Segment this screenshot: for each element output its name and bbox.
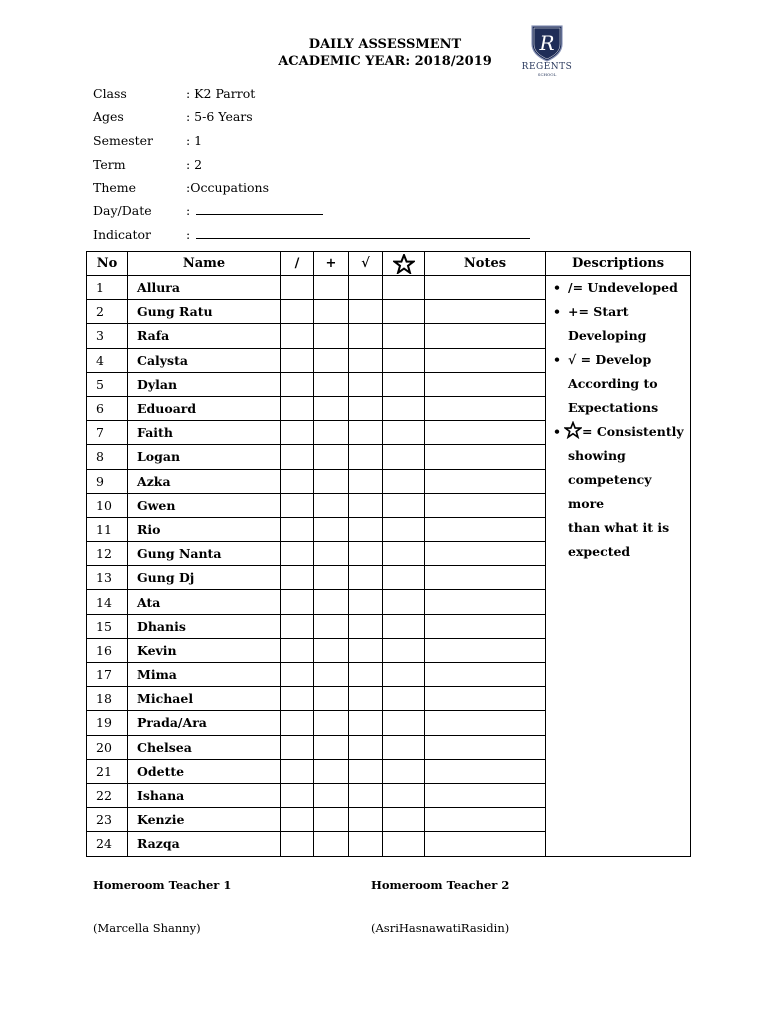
- consistent-cell[interactable]: [383, 687, 425, 711]
- student-name: Gwen: [128, 493, 281, 517]
- start-developing-cell[interactable]: [314, 469, 349, 493]
- develop-cell[interactable]: [349, 759, 383, 783]
- consistent-cell[interactable]: [383, 808, 425, 832]
- start-developing-cell[interactable]: [314, 687, 349, 711]
- develop-cell[interactable]: [349, 445, 383, 469]
- develop-cell[interactable]: [349, 421, 383, 445]
- description-line: √ = Develop: [568, 352, 652, 367]
- student-name: Razqa: [128, 832, 281, 856]
- consistent-cell[interactable]: [383, 493, 425, 517]
- student-name: Ata: [128, 590, 281, 614]
- develop-cell[interactable]: [349, 808, 383, 832]
- undeveloped-cell[interactable]: [281, 783, 314, 807]
- row-number: 7: [87, 421, 128, 445]
- student-name: Dhanis: [128, 614, 281, 638]
- student-name: Dylan: [128, 372, 281, 396]
- school-logo: [518, 24, 576, 84]
- shield-icon: [530, 24, 564, 62]
- start-developing-cell[interactable]: [314, 711, 349, 735]
- start-developing-cell[interactable]: [314, 421, 349, 445]
- descriptions-list: [546, 276, 690, 564]
- start-developing-cell[interactable]: [314, 614, 349, 638]
- teacher1-name: (Marcella Shanny): [93, 921, 201, 935]
- undeveloped-cell[interactable]: [281, 396, 314, 420]
- consistent-cell[interactable]: [383, 348, 425, 372]
- start-developing-cell[interactable]: [314, 276, 349, 300]
- develop-cell[interactable]: [349, 735, 383, 759]
- student-name: Kevin: [128, 638, 281, 662]
- bullet-icon: •: [553, 352, 561, 367]
- teacher1-label: Homeroom Teacher 1: [93, 878, 232, 892]
- student-name: Chelsea: [128, 735, 281, 759]
- row-number: 5: [87, 372, 128, 396]
- consistent-cell[interactable]: [383, 663, 425, 687]
- consistent-cell[interactable]: [383, 832, 425, 856]
- indicator-blank-line[interactable]: [196, 226, 530, 239]
- undeveloped-cell[interactable]: [281, 276, 314, 300]
- description-line: += Start: [568, 304, 629, 319]
- student-name: Gung Ratu: [128, 300, 281, 324]
- undeveloped-cell[interactable]: [281, 469, 314, 493]
- undeveloped-cell[interactable]: [281, 493, 314, 517]
- description-line: expected: [568, 544, 631, 559]
- description-line: Developing: [568, 328, 647, 343]
- start-developing-cell[interactable]: [314, 590, 349, 614]
- description-item: [553, 300, 690, 348]
- develop-cell[interactable]: [349, 590, 383, 614]
- bullet-icon: •: [553, 280, 561, 295]
- consistent-cell[interactable]: [383, 711, 425, 735]
- col-start-developing-header: +: [314, 252, 349, 276]
- notes-cell[interactable]: [425, 469, 546, 493]
- undeveloped-cell[interactable]: [281, 687, 314, 711]
- bullet-icon: •: [553, 424, 561, 439]
- start-developing-cell[interactable]: [314, 300, 349, 324]
- develop-cell[interactable]: [349, 687, 383, 711]
- develop-cell[interactable]: [349, 348, 383, 372]
- consistent-cell[interactable]: [383, 324, 425, 348]
- notes-cell[interactable]: [425, 348, 546, 372]
- start-developing-cell[interactable]: [314, 324, 349, 348]
- date-blank-line[interactable]: [196, 202, 323, 215]
- consistent-cell[interactable]: [383, 445, 425, 469]
- consistent-cell[interactable]: [383, 542, 425, 566]
- document-title: [230, 36, 540, 70]
- col-undeveloped-header: /: [281, 252, 314, 276]
- notes-cell[interactable]: [425, 808, 546, 832]
- info-label: Day/Date: [93, 203, 152, 218]
- table-header-row: [87, 252, 691, 276]
- develop-cell[interactable]: [349, 517, 383, 541]
- student-name: Gung Dj: [128, 566, 281, 590]
- info-value: : 1: [186, 133, 203, 148]
- undeveloped-cell[interactable]: [281, 590, 314, 614]
- notes-cell[interactable]: [425, 759, 546, 783]
- undeveloped-cell[interactable]: [281, 421, 314, 445]
- description-item: [553, 276, 690, 300]
- row-number: 20: [87, 735, 128, 759]
- start-developing-cell[interactable]: [314, 759, 349, 783]
- consistent-cell[interactable]: [383, 783, 425, 807]
- col-descriptions-header: Descriptions: [546, 252, 691, 276]
- notes-cell[interactable]: [425, 445, 546, 469]
- undeveloped-cell[interactable]: [281, 735, 314, 759]
- row-number: 24: [87, 832, 128, 856]
- description-item: [553, 348, 690, 420]
- notes-cell[interactable]: [425, 832, 546, 856]
- row-number: 17: [87, 663, 128, 687]
- start-developing-cell[interactable]: [314, 348, 349, 372]
- consistent-cell[interactable]: [383, 469, 425, 493]
- student-name: Prada/Ara: [128, 711, 281, 735]
- row-number: 11: [87, 517, 128, 541]
- info-label: Indicator: [93, 227, 151, 242]
- student-name: Allura: [128, 276, 281, 300]
- consistent-cell[interactable]: [383, 614, 425, 638]
- develop-cell[interactable]: [349, 300, 383, 324]
- student-name: Ishana: [128, 783, 281, 807]
- row-number: 2: [87, 300, 128, 324]
- student-name: Rafa: [128, 324, 281, 348]
- notes-cell[interactable]: [425, 663, 546, 687]
- develop-cell[interactable]: [349, 638, 383, 662]
- row-number: 15: [87, 614, 128, 638]
- info-value: : 5-6 Years: [186, 109, 253, 124]
- info-label: Term: [93, 157, 126, 172]
- start-developing-cell[interactable]: [314, 566, 349, 590]
- develop-cell[interactable]: [349, 663, 383, 687]
- undeveloped-cell[interactable]: [281, 324, 314, 348]
- info-value: :: [186, 225, 530, 245]
- row-number: 12: [87, 542, 128, 566]
- undeveloped-cell[interactable]: [281, 808, 314, 832]
- notes-cell[interactable]: [425, 783, 546, 807]
- row-number: 1: [87, 276, 128, 300]
- student-name: Gung Nanta: [128, 542, 281, 566]
- description-item: [553, 420, 690, 564]
- undeveloped-cell[interactable]: [281, 832, 314, 856]
- undeveloped-cell[interactable]: [281, 614, 314, 638]
- consistent-cell[interactable]: [383, 517, 425, 541]
- start-developing-cell[interactable]: [314, 396, 349, 420]
- student-name: Calysta: [128, 348, 281, 372]
- notes-cell[interactable]: [425, 735, 546, 759]
- consistent-cell[interactable]: [383, 566, 425, 590]
- notes-cell[interactable]: [425, 372, 546, 396]
- develop-cell[interactable]: [349, 566, 383, 590]
- row-number: 14: [87, 590, 128, 614]
- row-number: 19: [87, 711, 128, 735]
- title-line-2: ACADEMIC YEAR: 2018/2019: [278, 54, 492, 69]
- student-name: Logan: [128, 445, 281, 469]
- develop-cell[interactable]: [349, 711, 383, 735]
- info-value: :Occupations: [186, 180, 269, 195]
- student-name: Michael: [128, 687, 281, 711]
- develop-cell[interactable]: [349, 614, 383, 638]
- develop-cell[interactable]: [349, 832, 383, 856]
- row-number: 23: [87, 808, 128, 832]
- star-icon: [393, 254, 415, 274]
- info-value: : K2 Parrot: [186, 86, 256, 101]
- student-name: Kenzie: [128, 808, 281, 832]
- description-line: showing: [568, 448, 626, 463]
- notes-cell[interactable]: [425, 324, 546, 348]
- row-number: 21: [87, 759, 128, 783]
- student-name: Mima: [128, 663, 281, 687]
- description-line: than what it is: [568, 520, 670, 535]
- student-name: Eduoard: [128, 396, 281, 420]
- start-developing-cell[interactable]: [314, 542, 349, 566]
- consistent-cell[interactable]: [383, 421, 425, 445]
- consistent-cell[interactable]: [383, 735, 425, 759]
- start-developing-cell[interactable]: [314, 783, 349, 807]
- undeveloped-cell[interactable]: [281, 711, 314, 735]
- start-developing-cell[interactable]: [314, 638, 349, 662]
- row-number: 10: [87, 493, 128, 517]
- notes-cell[interactable]: [425, 542, 546, 566]
- develop-cell[interactable]: [349, 396, 383, 420]
- consistent-cell[interactable]: [383, 590, 425, 614]
- row-number: 13: [87, 566, 128, 590]
- undeveloped-cell[interactable]: [281, 348, 314, 372]
- logo-subtext: SCHOOL: [537, 72, 557, 77]
- description-line: /= Undeveloped: [568, 280, 678, 295]
- consistent-cell[interactable]: [383, 276, 425, 300]
- develop-cell[interactable]: [349, 276, 383, 300]
- row-number: 4: [87, 348, 128, 372]
- info-label: Semester: [93, 133, 154, 148]
- undeveloped-cell[interactable]: [281, 542, 314, 566]
- notes-cell[interactable]: [425, 711, 546, 735]
- description-line: = Consistently: [568, 420, 690, 444]
- notes-cell[interactable]: [425, 517, 546, 541]
- start-developing-cell[interactable]: [314, 493, 349, 517]
- col-consistent-header: [383, 252, 425, 276]
- undeveloped-cell[interactable]: [281, 372, 314, 396]
- start-developing-cell[interactable]: [314, 832, 349, 856]
- description-line: According to: [568, 376, 658, 391]
- undeveloped-cell[interactable]: [281, 759, 314, 783]
- notes-cell[interactable]: [425, 396, 546, 420]
- bullet-icon: •: [553, 304, 561, 319]
- teacher2-label: Homeroom Teacher 2: [371, 878, 510, 892]
- col-develop-header: √: [349, 252, 383, 276]
- svg-text:R: R: [539, 31, 555, 55]
- description-line: competency more: [568, 472, 652, 511]
- consistent-cell[interactable]: [383, 638, 425, 662]
- notes-cell[interactable]: [425, 566, 546, 590]
- consistent-cell[interactable]: [383, 759, 425, 783]
- info-label: Ages: [93, 109, 124, 124]
- title-line-1: DAILY ASSESSMENT: [308, 37, 462, 52]
- star-icon: [564, 421, 582, 439]
- assessment-table: [86, 251, 691, 857]
- consistent-cell[interactable]: [383, 372, 425, 396]
- row-number: 16: [87, 638, 128, 662]
- teacher2-name: (AsriHasnawatiRasidin): [371, 921, 510, 935]
- undeveloped-cell[interactable]: [281, 638, 314, 662]
- student-name: Azka: [128, 469, 281, 493]
- info-value: : 2: [186, 157, 203, 172]
- notes-cell[interactable]: [425, 590, 546, 614]
- info-label: Theme: [93, 180, 137, 195]
- row-number: 8: [87, 445, 128, 469]
- notes-cell[interactable]: [425, 300, 546, 324]
- descriptions-cell: [546, 276, 691, 857]
- undeveloped-cell[interactable]: [281, 663, 314, 687]
- notes-cell[interactable]: [425, 687, 546, 711]
- info-label: Class: [93, 86, 127, 101]
- start-developing-cell[interactable]: [314, 517, 349, 541]
- undeveloped-cell[interactable]: [281, 445, 314, 469]
- start-developing-cell[interactable]: [314, 735, 349, 759]
- col-no-header: No: [87, 252, 128, 276]
- develop-cell[interactable]: [349, 493, 383, 517]
- col-name-header: Name: [128, 252, 281, 276]
- develop-cell[interactable]: [349, 324, 383, 348]
- consistent-cell[interactable]: [383, 300, 425, 324]
- undeveloped-cell[interactable]: [281, 300, 314, 324]
- row-number: 22: [87, 783, 128, 807]
- table-row: [87, 276, 691, 300]
- row-number: 18: [87, 687, 128, 711]
- consistent-cell[interactable]: [383, 396, 425, 420]
- row-number: 6: [87, 396, 128, 420]
- develop-cell[interactable]: [349, 372, 383, 396]
- student-name: Rio: [128, 517, 281, 541]
- info-value: :: [186, 201, 323, 221]
- start-developing-cell[interactable]: [314, 445, 349, 469]
- start-developing-cell[interactable]: [314, 663, 349, 687]
- notes-cell[interactable]: [425, 614, 546, 638]
- col-notes-header: Notes: [425, 252, 546, 276]
- undeveloped-cell[interactable]: [281, 566, 314, 590]
- undeveloped-cell[interactable]: [281, 517, 314, 541]
- start-developing-cell[interactable]: [314, 808, 349, 832]
- develop-cell[interactable]: [349, 469, 383, 493]
- notes-cell[interactable]: [425, 493, 546, 517]
- row-number: 9: [87, 469, 128, 493]
- notes-cell[interactable]: [425, 276, 546, 300]
- develop-cell[interactable]: [349, 542, 383, 566]
- notes-cell[interactable]: [425, 638, 546, 662]
- description-line: Expectations: [568, 400, 659, 415]
- student-name: Odette: [128, 759, 281, 783]
- notes-cell[interactable]: [425, 421, 546, 445]
- develop-cell[interactable]: [349, 783, 383, 807]
- logo-text: REGENTS: [521, 62, 573, 72]
- row-number: 3: [87, 324, 128, 348]
- student-name: Faith: [128, 421, 281, 445]
- start-developing-cell[interactable]: [314, 372, 349, 396]
